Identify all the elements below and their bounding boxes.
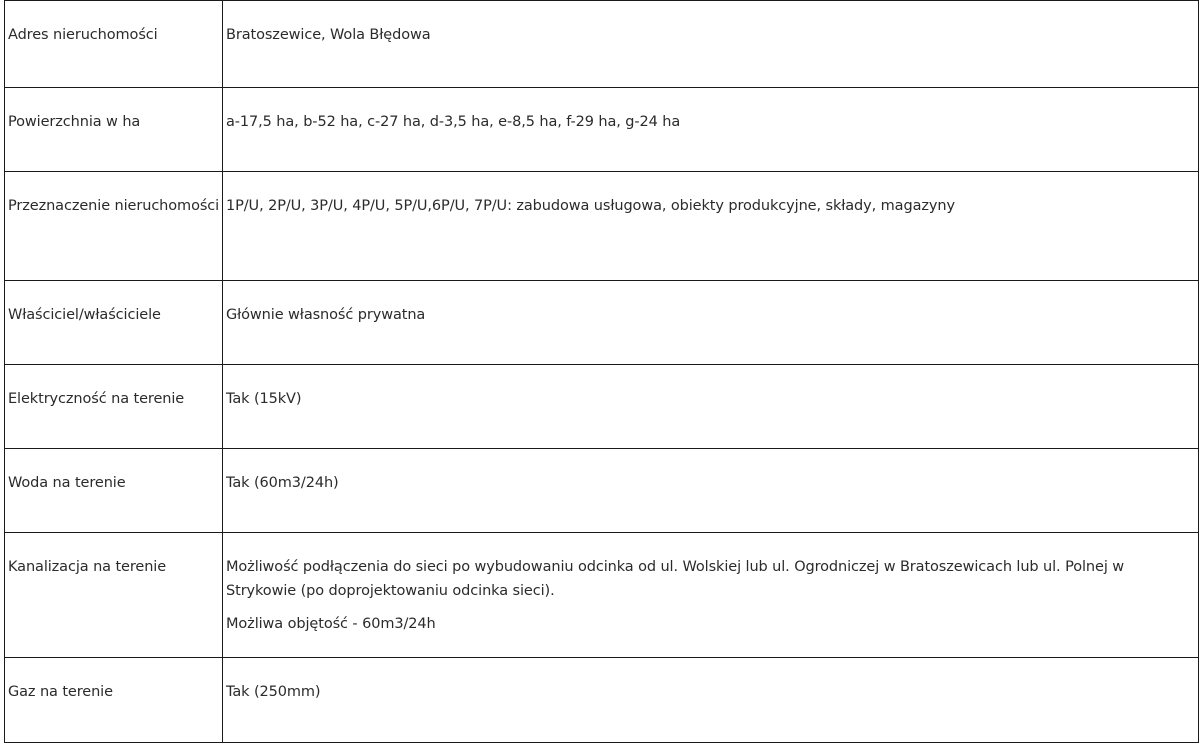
row-value — [223, 658, 1199, 743]
table-row — [5, 533, 1199, 658]
table-row — [5, 281, 1199, 365]
value-text: 1P/U, 2P/U, 3P/U, 4P/U, 5P/U,6P/U, 7P/U: zabudowa usługowa, obiekty produkcyjne, składy, magazyny — [226, 198, 955, 214]
table-row — [5, 365, 1199, 449]
table-row — [5, 658, 1199, 743]
row-value — [223, 172, 1199, 281]
row-value — [223, 1, 1199, 88]
value-text: Głównie własność prywatna — [226, 307, 426, 323]
row-value — [223, 533, 1199, 658]
row-label: Kanalizacja na terenie — [5, 533, 223, 658]
row-label: Elektryczność na terenie — [5, 365, 223, 449]
row-label: Adres nieruchomości — [5, 1, 223, 88]
value-text: Możliwa objętość - 60m3/24h — [226, 616, 436, 632]
row-value — [223, 365, 1199, 449]
row-value — [223, 449, 1199, 533]
row-label: Powierzchnia w ha — [5, 88, 223, 172]
table-row — [5, 172, 1199, 281]
table-row — [5, 88, 1199, 172]
table-row — [5, 449, 1199, 533]
value-text: Bratoszewice, Wola Błędowa — [226, 27, 431, 43]
value-text: Tak (250mm) — [226, 684, 321, 700]
table-row — [5, 1, 1199, 88]
row-label: Gaz na terenie — [5, 658, 223, 743]
row-value — [223, 88, 1199, 172]
row-label: Przeznaczenie nieruchomości — [5, 172, 223, 281]
property-info-table — [4, 0, 1199, 743]
value-text: a-17,5 ha, b-52 ha, c-27 ha, d-3,5 ha, e-8,5 ha, f-29 ha, g-24 ha — [226, 114, 681, 130]
value-text: Tak (15kV) — [226, 391, 302, 407]
row-label: Właściciel/właściciele — [5, 281, 223, 365]
row-label: Woda na terenie — [5, 449, 223, 533]
value-text: Tak (60m3/24h) — [226, 475, 339, 491]
value-text: Możliwość podłączenia do sieci po wybudowaniu odcinka od ul. Wolskiej lub ul. Ogrodniczej w Bratoszewicach lub ul. Polnej w Strykowie (po doprojektowaniu odcinka sieci). — [226, 559, 1125, 599]
row-value — [223, 281, 1199, 365]
